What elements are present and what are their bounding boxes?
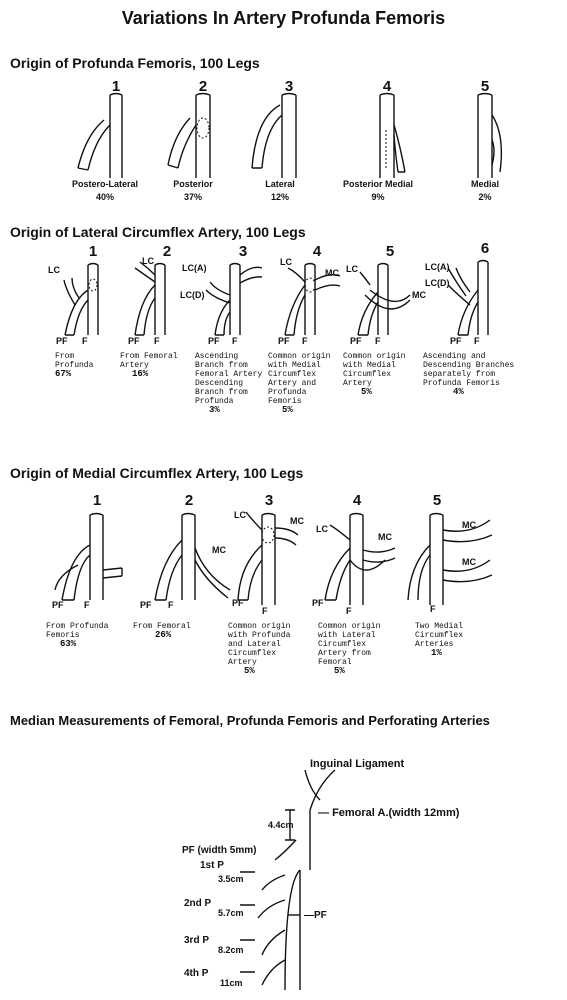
s3-num-5: 5 [432,492,442,509]
perforator-1-name: 1st P [200,860,224,871]
s3-f3-lc: LC [234,510,246,520]
s2-desc-3: Ascending Branch from Femoral Artery Descending Branch from Profunda 3% [195,352,263,415]
s2-f6-pf: PF [450,336,462,346]
perforator-1-dist: 3.5cm [218,874,244,884]
perforator-3-dist: 8.2cm [218,945,244,955]
s3-num-4: 4 [352,492,362,509]
s1-fig-2 [168,94,210,179]
pf-width-label: PF (width 5mm) [182,845,257,856]
s2-f5-lc: LC [346,264,358,274]
s3-desc-1: From Profunda Femoris 63% [46,622,109,649]
s2-f2-lc: LC [142,256,154,266]
s1-fig-5 [478,94,501,179]
s2-f1-f: F [82,336,88,346]
s2-fig-1 [64,264,98,336]
s3-desc-2: From Femoral 26% [133,622,191,640]
section-4-heading: Median Measurements of Femoral, Profunda Femoris and Perforating Arteries [10,713,490,728]
s2-desc-1: From Profunda 67% [55,352,94,379]
s2-f1-lc: LC [48,265,60,275]
inguinal-ligament-label: Inguinal Ligament [310,758,405,770]
femoral-artery-label: — Femoral A.(width 12mm) [318,807,460,819]
s2-desc-4: Common origin with Medial Circumflex Artery and Profunda Femoris 5% [268,352,331,415]
s3-desc-4: Common origin with Lateral Circumflex Artery from Femoral 5% [318,622,381,676]
section-1-heading: Origin of Profunda Femoris, 100 Legs [10,55,260,71]
s3-num-1: 1 [92,492,102,509]
s1-label-2: Posterior 37% [173,179,213,202]
s1-label-5: Medial 2% [470,179,499,202]
femoral-distance: 4.4cm [268,820,294,830]
s2-fig-3 [206,264,262,336]
s3-f5-mc-2: MC [462,557,476,567]
s1-num-4: 4 [382,78,392,95]
s2-f5-pf: PF [350,336,362,346]
s2-fig-6 [448,261,488,336]
s3-f4-f: F [346,606,352,616]
s3-f4-pf: PF [312,598,324,608]
s3-f5-f: F [430,604,436,614]
s3-fig-4 [325,514,395,606]
s1-label-4: Posterior Medial 9% [342,179,414,202]
s1-num-2: 2 [198,78,208,95]
s2-f4-lc: LC [280,257,292,267]
perforator-3-name: 3rd P [184,935,210,946]
perforator-2-dist: 5.7cm [218,908,244,918]
s2-num-3: 3 [238,243,248,260]
s2-desc-5: Common origin with Medial Circumflex Artery 5% [343,352,406,397]
s2-num-5: 5 [385,243,395,260]
s3-f1-f: F [84,600,90,610]
s1-num-3: 3 [284,78,294,95]
s1-label-1: Postero-Lateral 40% [71,179,139,202]
s2-f3-f: F [232,336,238,346]
s3-num-3: 3 [264,492,274,509]
s2-fig-2 [135,262,165,335]
s3-f1-pf: PF [52,600,64,610]
s3-f5-mc-1: MC [462,520,476,530]
s2-f3-lca: LC(A) [182,263,207,273]
s3-f4-lc: LC [316,524,328,534]
s3-fig-1 [55,514,122,601]
section-2-heading: Origin of Lateral Circumflex Artery, 100 Legs [10,224,306,240]
s1-fig-4 [380,94,405,179]
s2-num-4: 4 [312,243,322,260]
s1-num-5: 5 [480,78,490,95]
s3-num-2: 2 [184,492,194,509]
perforator-4-name: 4th P [184,968,209,979]
s2-f6-lcd: LC(D) [425,278,450,288]
s2-desc-2: From Femoral Artery 16% [120,352,178,379]
section-3-heading: Origin of Medial Circumflex Artery, 100 Legs [10,465,304,481]
pf-label: —PF [304,910,327,921]
s4-measure-diagram [240,770,335,990]
s2-f4-mc: MC [325,268,339,278]
s2-f2-pf: PF [128,336,140,346]
page-title: Variations In Artery Profunda Femoris [121,8,446,28]
s2-f3-lcd: LC(D) [180,290,205,300]
perforator-4-dist: 11cm [220,978,243,988]
s2-num-6: 6 [480,240,490,257]
s3-f4-mc: MC [378,532,392,542]
s1-num-1: 1 [111,78,121,95]
s3-f3-pf: PF [232,598,244,608]
perforator-2-name: 2nd P [184,898,212,909]
s2-fig-5 [358,264,410,336]
s2-f5-f: F [375,336,381,346]
s2-f4-pf: PF [278,336,290,346]
s2-f4-f: F [302,336,308,346]
s3-f3-mc: MC [290,516,304,526]
s3-desc-3: Common origin with Profunda and Lateral Circumflex Artery 5% [228,622,291,676]
s3-f2-f: F [168,600,174,610]
s2-desc-6: Ascending and Descending Branches separately from Profunda Femoris 4% [423,352,515,397]
s3-fig-2 [155,514,230,601]
s3-desc-5: Two Medial Circumflex Arteries 1% [415,622,464,658]
s3-f2-mc: MC [212,545,226,555]
s1-label-3: Lateral 12% [265,179,295,202]
s1-fig-1 [78,94,122,179]
s3-fig-3 [238,512,298,605]
s2-f1-pf: PF [56,336,68,346]
s2-num-2: 2 [162,243,172,260]
s2-f6-lca: LC(A) [425,262,450,272]
s2-f6-f: F [474,336,480,346]
s3-f3-f: F [262,606,268,616]
s1-fig-3 [252,94,296,179]
s3-f2-pf: PF [140,600,152,610]
s2-f5-mc: MC [412,290,426,300]
s3-fig-5 [408,514,492,606]
s2-num-1: 1 [88,243,98,260]
s2-f2-f: F [154,336,160,346]
s2-f3-pf: PF [208,336,220,346]
